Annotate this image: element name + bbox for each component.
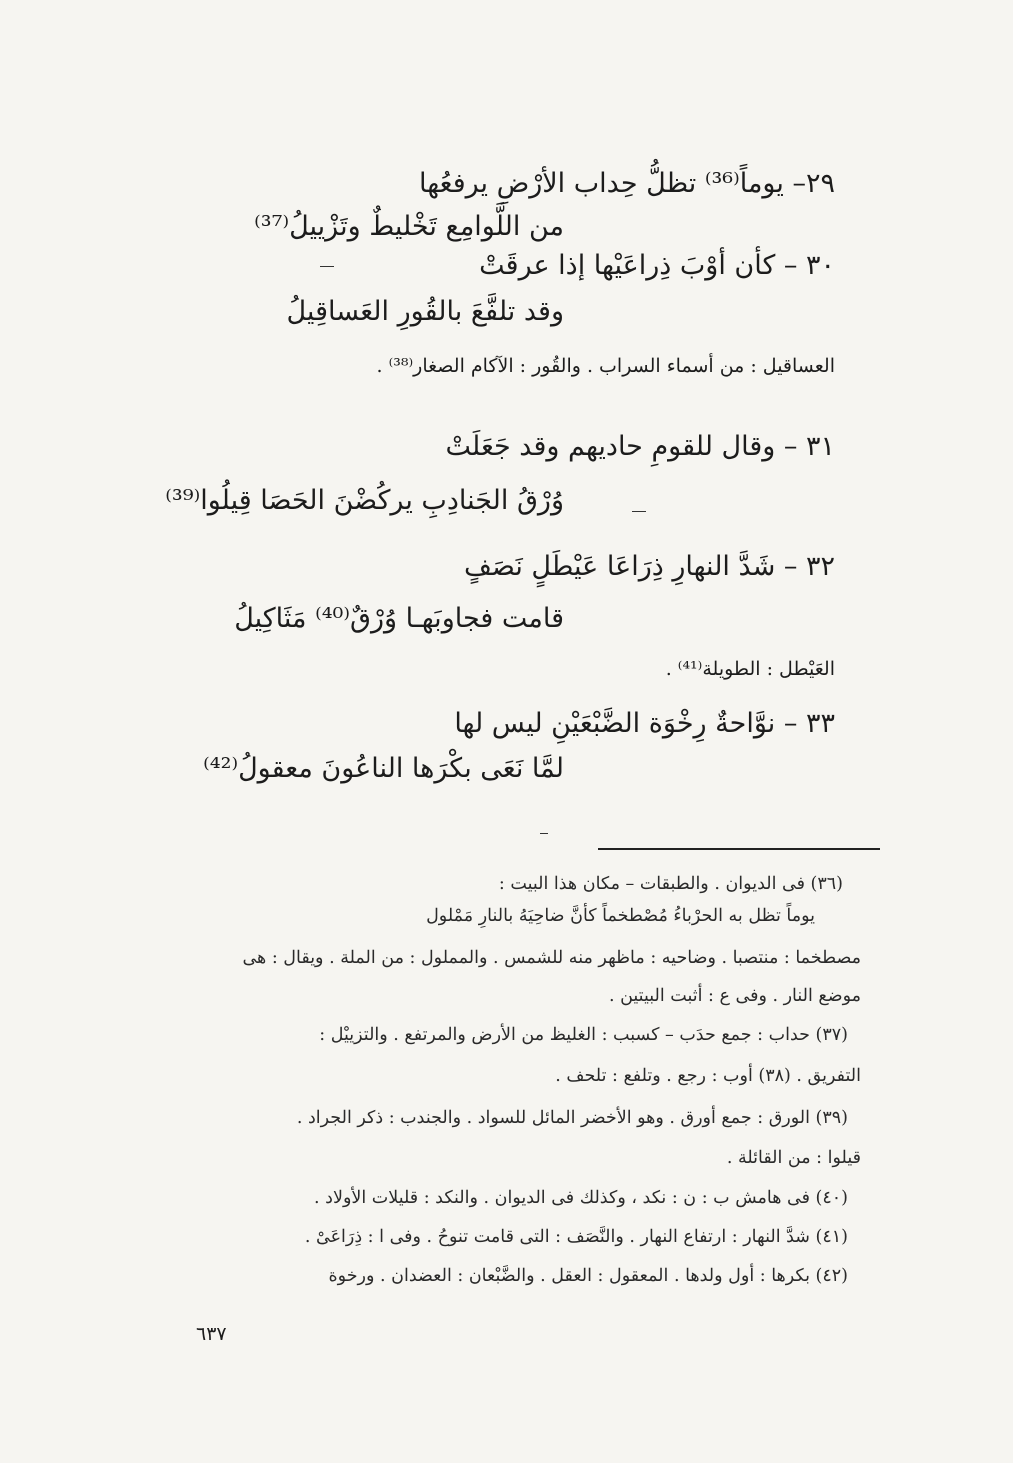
scan-speck — [632, 511, 646, 512]
footnote-39: (٣٩) الورق : جمع أورق . وهو الأخضر المائل للسواد . والجندب : ذكر الجراد . — [296, 1108, 848, 1128]
verse-32-second-hemistich: قامت فجاوبَهـا وُرْقٌ⁽⁴⁰⁾ مَثَاكِيلُ — [234, 603, 564, 634]
verse-29-second-hemistich: من اللَّوامِع تَخْليطٌ وتَزْييلُ⁽³⁷⁾ — [254, 211, 564, 242]
verse-31-first-hemistich: ٣١ – وقال للقومِ حاديهم وقد جَعَلَتْ — [445, 431, 835, 462]
footnote-37: (٣٧) حداب : جمع حدَب – كسبب : الغليظ من الأرض والمرتفع . والتزييْل : — [319, 1025, 848, 1045]
verse-33-first-hemistich: ٣٣ – نوَّاحةٌ رِخْوَة الضَّبْعَيْنِ ليس لها — [454, 708, 835, 739]
footnote-42: (٤٢) بكرها : أول ولدها . المعقول : العقل . والضَّبْعان : العضدان . ورخوة — [328, 1266, 848, 1286]
scan-speck — [540, 833, 548, 834]
footnote-36-verse: يوماً تظل به الحرْباءُ مُصْطخماً كأنَّ ضاحِيَهُ بالنارِ مَمْلول — [426, 906, 815, 926]
footnote-39-cont: قيلوا : من القائلة . — [726, 1148, 861, 1168]
verse-33-second-hemistich: لمَّا نَعَى بكْرَها الناعُونَ معقولُ⁽⁴²⁾ — [203, 753, 564, 784]
gloss-aytal: العَيْطل : الطويلة⁽⁴¹⁾ . — [665, 658, 835, 680]
footnote-36-text: مصطخما : منتصبا . وضاحيه : ماظهر منه للشمس . والمملول : من الملة . ويقال : هى — [242, 948, 861, 968]
verse-32-first-hemistich: ٣٢ – شَدَّ النهارِ ذِرَاعَا عَيْطَلٍ نَصَفٍ — [463, 551, 835, 582]
verse-30-second-hemistich: وقد تلفَّعَ بالقُورِ العَساقِيلُ — [286, 296, 564, 327]
footnote-36-text-cont: موضع النار . وفى ع : أثبت البيتين . — [608, 986, 861, 1006]
page-number: ٦٣٧ — [196, 1323, 227, 1345]
footnote-separator — [598, 848, 880, 850]
verse-30-first-hemistich: ٣٠ – كأن أوْبَ ذِراعَيْها إذا عرقَتْ — [479, 250, 835, 281]
footnote-36: (٣٦) فى الديوان . والطبقات – مكان هذا البيت : — [498, 874, 843, 894]
verse-31-second-hemistich: وُرْقُ الجَنادِبِ يركُضْنَ الحَصَا قِيلُوا⁽³⁹⁾ — [165, 485, 564, 516]
gloss-asaqil: العساقيل : من أسماء السراب . والقُور : الآكام الصغار⁽³⁸⁾ . — [376, 355, 835, 377]
footnote-37-38: التفريق . (٣٨) أوب : رجع . وتلفع : تلحف . — [555, 1066, 861, 1086]
footnote-40: (٤٠) فى هامش ب : ن : نكد ، وكذلك فى الديوان . والنكد : قليلات الأولاد . — [314, 1188, 848, 1208]
footnote-41: (٤١) شدَّ النهار : ارتفاع النهار . والنَّصَف : التى قامت تنوحُ . وفى ا : ذِرَاعَىْ . — [304, 1227, 848, 1247]
scan-speck — [320, 266, 334, 267]
verse-29-first-hemistich: ٢٩– يوماً⁽³⁶⁾ تظلُّ حِداب الأرْضِ يرفعُها — [419, 168, 835, 199]
